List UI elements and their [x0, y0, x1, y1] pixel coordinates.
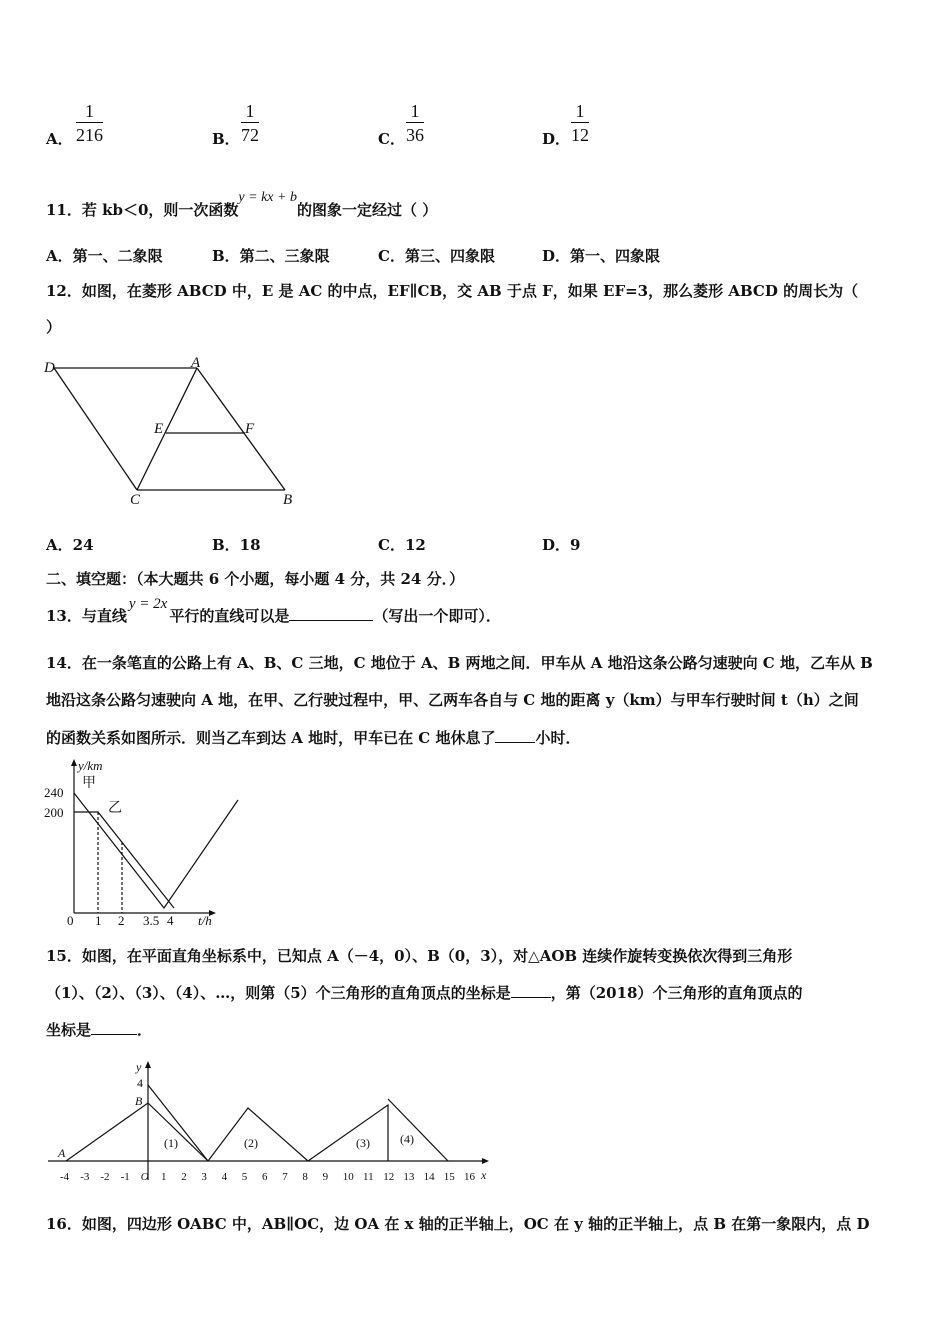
q15-line3-tail: ． [137, 1021, 153, 1039]
x-tick-label: 11 [363, 1171, 374, 1183]
diagonal-ca [137, 368, 197, 490]
x-tick-label: -1 [120, 1171, 130, 1183]
q10-option-b-letter: B． [212, 130, 240, 148]
q12-stem-line2: ） [46, 318, 62, 336]
y-arrow [145, 1061, 151, 1068]
t-tick-1: 1 [95, 913, 102, 928]
t-tick-4: 4 [167, 913, 174, 928]
triangle-3-label: (3) [356, 1136, 370, 1150]
x-tick-label: 16 [464, 1171, 475, 1183]
x-tick-label: 2 [181, 1171, 187, 1183]
triangle-1-hyp [148, 1085, 208, 1161]
triangle-2-label: (2) [244, 1136, 258, 1150]
q10-option-c-fraction: $\frac{1}{36}$ [406, 101, 424, 145]
label-f: F [245, 421, 255, 437]
q14-stem-line1: 14．在一条笔直的公路上有 A、B、C 三地，C 地位于 A、B 两地之间．甲车从 A 地沿这条公路匀速驶向 C 地，乙车从 B [46, 654, 873, 672]
side-ab [197, 368, 285, 490]
label-a: A [58, 1146, 66, 1160]
q10-option-d-letter: D． [542, 130, 571, 148]
q14-stem-line2: 地沿这条公路匀速驶向 A 地，在甲、乙行驶过程中，甲、乙两车各自与 C 地的距离 y（km）与甲车行驶时间 t（h）之间 [46, 691, 859, 709]
t-tick-2: 2 [118, 913, 125, 928]
triangle-4-hyp [388, 1099, 448, 1161]
q12-option-a: A．24 [46, 536, 94, 554]
q10-option-b-fraction: $\frac{1}{72}$ [241, 101, 259, 145]
label-d: D [44, 360, 55, 376]
distance-time-graph [40, 755, 255, 935]
t-axis-label: t/h [198, 913, 212, 928]
t-tick-0: 0 [67, 913, 74, 928]
q10-option-a-letter: A． [46, 130, 73, 148]
q15-stem-line2 [46, 982, 802, 1003]
x-arrow [482, 1158, 489, 1164]
x-tick-labels [60, 1171, 476, 1183]
q15-line2-tail: ，第（2018）个三角形的直角顶点的 [550, 984, 803, 1002]
x-tick-label: 5 [241, 1171, 248, 1183]
y-axis-arrow [71, 759, 77, 766]
label-yi: 乙 [108, 801, 122, 816]
q12-option-b: B．18 [212, 536, 261, 554]
x-tick-label: 1 [161, 1171, 167, 1183]
q10-option-d-fraction: $\frac{1}{12}$ [571, 101, 589, 145]
x-tick-label: -3 [80, 1171, 90, 1183]
triangle-3 [308, 1105, 388, 1161]
q12-stem-line1: 12．如图，在菱形 ABCD 中，E 是 AC 的中点，EF∥CB，交 AB 于点 F，如果 EF=3，那么菱形 ABCD 的周长为（ [46, 282, 859, 300]
q13-suffix: 平行的直线可以是 [169, 607, 290, 625]
q12-option-c: C．12 [378, 536, 426, 554]
x-tick-label: 15 [443, 1171, 455, 1183]
x-tick-label: 10 [342, 1171, 354, 1183]
q13-formula: y = 2x [128, 596, 168, 612]
x-tick-label: 6 [262, 1171, 268, 1183]
q13-stem [46, 596, 501, 626]
triangle-2 [208, 1108, 308, 1161]
label-b: B [283, 492, 293, 508]
triangle-4-label: (4) [400, 1132, 414, 1146]
q11-prefix: 11．若 kb＜0，则一次函数 [46, 201, 239, 219]
y-axis-label: y/km [78, 758, 103, 773]
q11-option-d: D．第一、四象限 [542, 247, 661, 265]
triangle-1-label: (1) [164, 1136, 178, 1150]
x-tick-label: 13 [403, 1171, 415, 1183]
x-tick-label: 7 [282, 1171, 288, 1183]
rhombus-figure [40, 355, 310, 510]
x-tick-label: 12 [383, 1171, 395, 1183]
section-2-heading: 二、填空题：（本大题共 6 个小题，每小题 4 分，共 24 分．） [46, 570, 465, 588]
q11-option-b: B．第二、三象限 [212, 247, 330, 265]
q15-stem-line3 [46, 1019, 152, 1040]
q10-option-a-fraction: $\frac{1}{216}$ [76, 101, 103, 145]
q15-stem-line1: 15．如图，在平面直角坐标系中，已知点 A（－4，0）、B（0，3），对△AOB 连续作旋转变换依次得到三角形 [46, 947, 793, 965]
x-tick-label: -2 [100, 1171, 110, 1183]
q15-answer-blank-2 [91, 1020, 137, 1035]
q15-line3-text: 坐标是 [46, 1021, 92, 1039]
y-label: y [136, 1060, 142, 1074]
label-c: C [130, 492, 141, 508]
q11-suffix: 的图象一定经过（ ） [296, 201, 438, 219]
y-tick-200: 200 [44, 805, 64, 820]
x-tick-label: 4 [221, 1171, 228, 1183]
y-tick-240: 240 [44, 785, 64, 800]
q13-answer-blank [289, 606, 373, 621]
q16-stem-line1: 16．如图，四边形 OABC 中，AB∥OC，边 OA 在 x 轴的正半轴上，OC 在 y 轴的正半轴上，点 B 在第一象限内，点 D [46, 1215, 870, 1233]
x-tick-label: 14 [423, 1171, 435, 1183]
label-b: B [135, 1094, 143, 1108]
x-tick-label: -4 [60, 1171, 70, 1183]
line-jia [74, 793, 238, 908]
q14-stem-line3 [46, 727, 580, 748]
rotation-triangles-graph [40, 1055, 490, 1190]
q13-tail: （写出一个即可）． [373, 607, 501, 625]
q14-answer-blank [495, 728, 535, 743]
triangle-aob [66, 1103, 208, 1161]
q11-option-c: C．第三、四象限 [378, 247, 495, 265]
label-a: A [191, 355, 201, 371]
q14-line3-unit: 小时． [535, 729, 581, 747]
q14-line3-text: 的函数关系如图所示．则当乙车到达 A 地时，甲车已在 C 地休息了 [46, 729, 496, 747]
q13-prefix: 13．与直线 [46, 607, 127, 625]
q15-line2-text: （1）、（2）、（3）、（4）、…，则第（5）个三角形的直角顶点的坐标是 [46, 984, 511, 1002]
q10-option-c-letter: C． [378, 130, 405, 148]
q12-option-d: D．9 [542, 536, 581, 554]
x-tick-label: 8 [302, 1171, 308, 1183]
x-tick-label: 3 [201, 1171, 207, 1183]
x-label: x [481, 1168, 487, 1182]
t-tick-3-5: 3.5 [143, 913, 160, 928]
tick-4: 4 [137, 1076, 143, 1090]
label-e: E [154, 421, 164, 437]
line-yi [74, 812, 174, 908]
side-dc [54, 368, 137, 490]
q11-formula: y = kx + b [238, 190, 297, 205]
x-tick-label: 9 [322, 1171, 329, 1183]
q11-option-a: A．第一、二象限 [46, 247, 163, 265]
q11-stem [46, 190, 438, 220]
label-jia: 甲 [82, 776, 96, 791]
q15-answer-blank-1 [511, 983, 551, 998]
x-tick-label: O [140, 1171, 149, 1183]
